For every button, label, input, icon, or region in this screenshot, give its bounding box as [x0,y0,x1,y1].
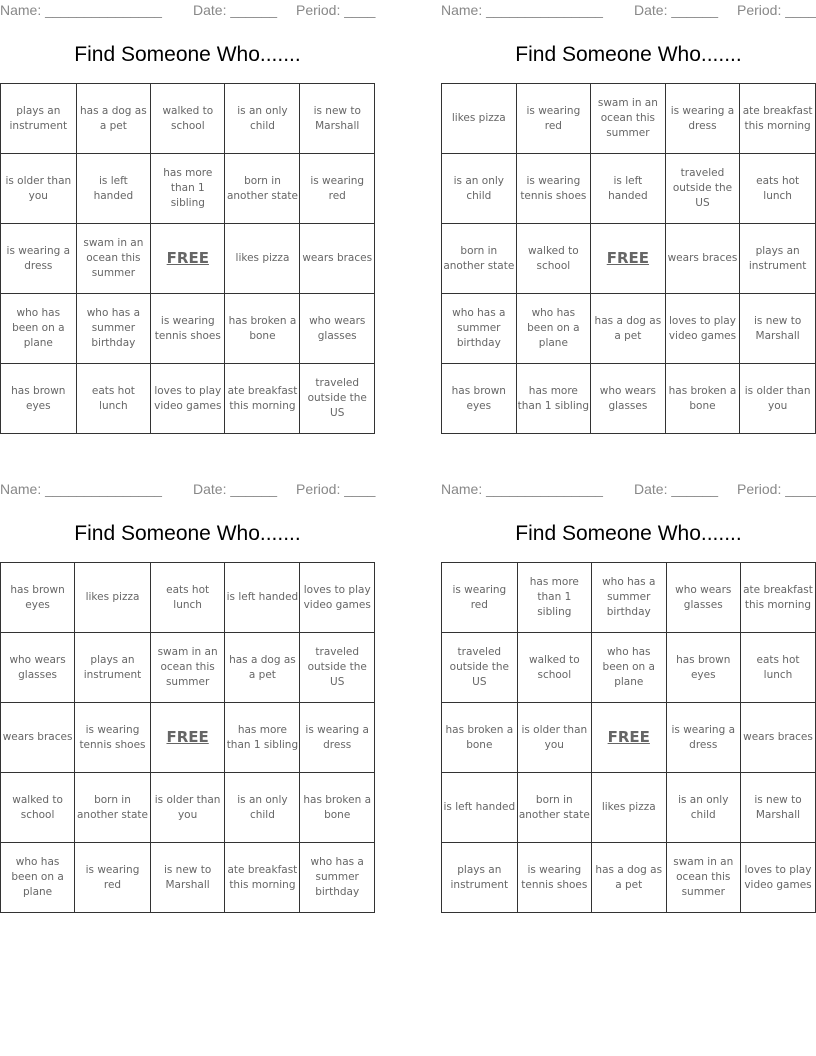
grid-cell: has brown eyes [442,364,517,434]
grid-cell: is left handed [442,773,518,843]
grid-cell: ate breakfast this morning [225,364,300,434]
free-space-cell: FREE [592,703,667,773]
grid-row [1,703,375,773]
grid-cell: who has been on a plane [516,294,590,364]
grid-cell: walked to school [151,84,225,154]
grid-cell: has a dog as a pet [591,294,666,364]
bingo-grid [441,562,816,913]
grid-cell: is wearing a dress [300,703,375,773]
card-title: Find Someone Who....... [515,43,742,66]
grid-cell: is older than you [150,773,225,843]
grid-row [1,563,375,633]
grid-cell: loves to play video games [151,364,225,434]
date-label: Date: ______ [193,2,278,18]
grid-row [1,294,375,364]
grid-cell: is an only child [225,84,300,154]
grid-cell: swam in an ocean this summer [150,633,225,703]
grid-row [1,84,375,154]
free-space-cell: FREE [151,224,225,294]
grid-cell: has brown eyes [666,633,740,703]
grid-cell: has more than 1 sibling [151,154,225,224]
grid-row [442,773,816,843]
free-space-cell: FREE [150,703,225,773]
grid-cell: is wearing a dress [666,703,740,773]
grid-cell: is wearing tennis shoes [517,843,591,913]
grid-cell: born in another state [517,773,591,843]
date-label: Date: ______ [193,481,278,497]
grid-cell: wears braces [300,224,375,294]
grid-cell: has broken a bone [300,773,375,843]
bingo-grid [0,562,375,913]
grid-cell: who wears glasses [300,294,375,364]
grid-cell: plays an instrument [740,224,816,294]
grid-cell: who has a summer birthday [592,563,667,633]
grid-cell: born in another state [75,773,151,843]
grid-cell: who wears glasses [591,364,666,434]
name-label: Name: _______________ [0,481,162,497]
grid-cell: walked to school [1,773,75,843]
grid-cell: is wearing red [442,563,518,633]
card-header [441,481,816,499]
grid-row [442,224,816,294]
grid-cell: is an only child [225,773,300,843]
bingo-grid [0,83,375,434]
grid-row [1,364,375,434]
grid-cell: ate breakfast this morning [225,843,300,913]
grid-row [442,563,816,633]
grid-cell: plays an instrument [442,843,518,913]
grid-cell: is an only child [442,154,517,224]
grid-cell: who wears glasses [1,633,75,703]
grid-cell: who has a summer birthday [442,294,517,364]
grid-row [1,224,375,294]
grid-row [442,154,816,224]
grid-cell: is wearing red [516,84,590,154]
grid-cell: traveled outside the US [442,633,518,703]
grid-cell: is wearing tennis shoes [151,294,225,364]
grid-cell: is new to Marshall [740,294,816,364]
period-label: Period: ____ [737,2,816,18]
grid-cell: loves to play video games [740,843,815,913]
grid-cell: swam in an ocean this summer [76,224,151,294]
grid-row [1,843,375,913]
grid-cell: has more than 1 sibling [225,703,300,773]
card-header [0,481,375,499]
grid-cell: is wearing red [75,843,151,913]
grid-row [1,154,375,224]
grid-cell: likes pizza [442,84,517,154]
grid-cell: who has been on a plane [592,633,667,703]
grid-cell: ate breakfast this morning [740,563,815,633]
grid-cell: has a dog as a pet [225,633,300,703]
grid-cell: wears braces [1,703,75,773]
grid-cell: is wearing a dress [1,224,77,294]
grid-cell: has brown eyes [1,563,75,633]
grid-cell: wears braces [740,703,815,773]
grid-cell: has broken a bone [442,703,518,773]
grid-cell: who wears glasses [666,563,740,633]
card-title: Find Someone Who....... [515,522,742,545]
grid-cell: traveled outside the US [300,633,375,703]
grid-row [1,633,375,703]
grid-cell: has broken a bone [665,364,740,434]
grid-cell: has a dog as a pet [76,84,151,154]
grid-cell: walked to school [517,633,591,703]
grid-cell: is new to Marshall [740,773,815,843]
grid-cell: who has been on a plane [1,843,75,913]
grid-cell: is wearing red [300,154,375,224]
grid-cell: has a dog as a pet [592,843,667,913]
date-label: Date: ______ [634,2,719,18]
grid-cell: is wearing tennis shoes [75,703,151,773]
period-label: Period: ____ [296,481,376,497]
grid-cell: is wearing a dress [665,84,740,154]
grid-cell: who has a summer birthday [300,843,375,913]
grid-cell: is older than you [517,703,591,773]
period-label: Period: ____ [296,2,376,18]
grid-cell: likes pizza [225,224,300,294]
free-space-cell: FREE [591,224,666,294]
grid-cell: has more than 1 sibling [516,364,590,434]
grid-row [442,633,816,703]
grid-cell: born in another state [442,224,517,294]
card-title: Find Someone Who....... [74,522,301,545]
grid-cell: has more than 1 sibling [517,563,591,633]
grid-row [442,364,816,434]
grid-cell: eats hot lunch [740,633,815,703]
grid-cell: is new to Marshall [300,84,375,154]
grid-cell: traveled outside the US [665,154,740,224]
grid-cell: ate breakfast this morning [740,84,816,154]
period-label: Period: ____ [737,481,816,497]
grid-cell: likes pizza [75,563,151,633]
grid-cell: who has a summer birthday [76,294,151,364]
grid-cell: eats hot lunch [740,154,816,224]
grid-cell: plays an instrument [75,633,151,703]
grid-row [1,773,375,843]
grid-cell: traveled outside the US [300,364,375,434]
grid-row [442,84,816,154]
date-label: Date: ______ [634,481,719,497]
card-title: Find Someone Who....... [74,43,301,66]
grid-cell: wears braces [665,224,740,294]
card-header [0,2,375,20]
grid-cell: who has been on a plane [1,294,77,364]
grid-cell: is left handed [76,154,151,224]
grid-cell: likes pizza [592,773,667,843]
grid-cell: loves to play video games [300,563,375,633]
grid-cell: is wearing tennis shoes [516,154,590,224]
grid-row [442,843,816,913]
card-header [441,2,816,20]
grid-cell: has broken a bone [225,294,300,364]
grid-cell: is older than you [740,364,816,434]
grid-cell: is left handed [591,154,666,224]
grid-cell: swam in an ocean this summer [666,843,740,913]
name-label: Name: _______________ [441,481,603,497]
grid-cell: is an only child [666,773,740,843]
grid-cell: has brown eyes [1,364,77,434]
grid-row [442,294,816,364]
grid-cell: walked to school [516,224,590,294]
name-label: Name: _______________ [0,2,162,18]
grid-cell: eats hot lunch [76,364,151,434]
grid-cell: eats hot lunch [150,563,225,633]
grid-cell: plays an instrument [1,84,77,154]
grid-cell: swam in an ocean this summer [591,84,666,154]
grid-cell: loves to play video games [665,294,740,364]
name-label: Name: _______________ [441,2,603,18]
grid-cell: is new to Marshall [150,843,225,913]
grid-cell: is left handed [225,563,300,633]
grid-cell: born in another state [225,154,300,224]
bingo-grid [441,83,816,434]
grid-cell: is older than you [1,154,77,224]
grid-row [442,703,816,773]
